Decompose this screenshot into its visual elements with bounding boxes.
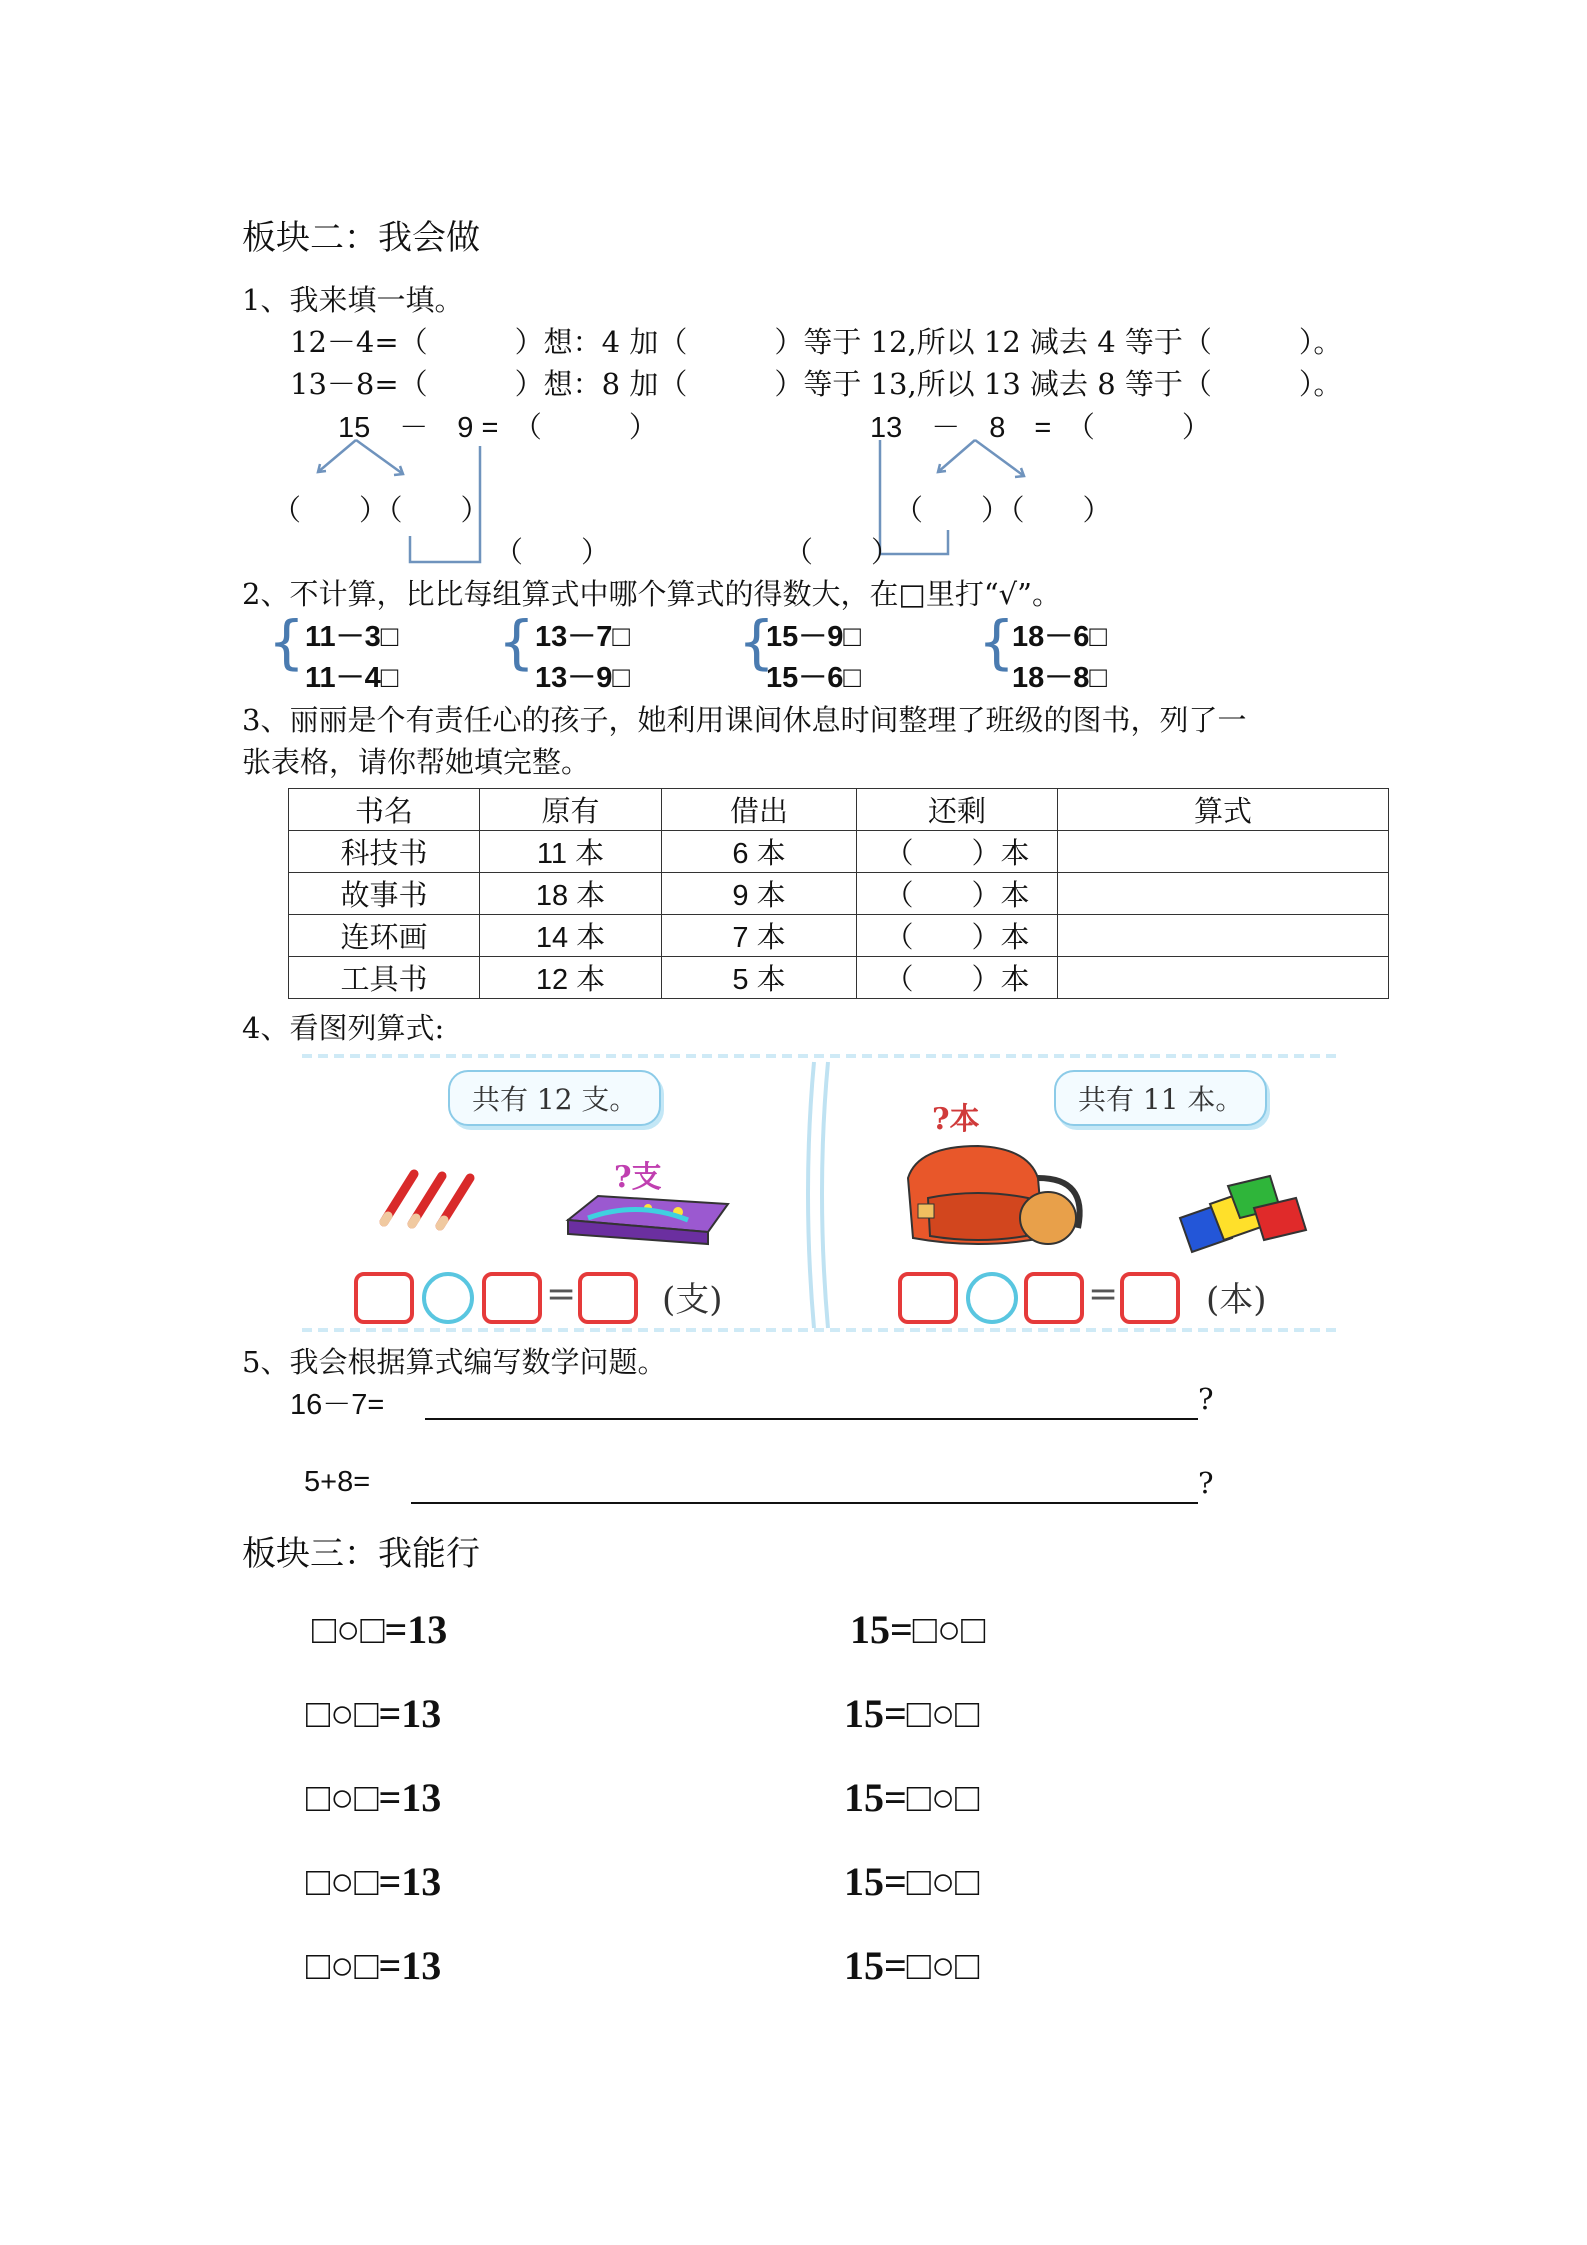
brace-icon: { [268, 608, 305, 676]
answer-line[interactable] [411, 1502, 1198, 1504]
fill-equation[interactable]: □○□=13 [306, 1775, 442, 1820]
table-cell: 5 本 [662, 957, 857, 999]
q2-g3-b[interactable]: 15－6□ [766, 662, 861, 694]
decompose-arrows [0, 0, 1587, 600]
answer-box[interactable] [482, 1272, 542, 1324]
backpack-icon [888, 1138, 1088, 1258]
section-title: 板块三：我能行 [242, 1534, 480, 1574]
table-row [289, 831, 1389, 873]
q2-g4-a[interactable]: 18－6□ [1012, 621, 1107, 653]
table-cell: 故事书 [289, 873, 480, 915]
answer-box[interactable] [898, 1272, 958, 1324]
question-1-title: 1、我来填一填。 [242, 283, 464, 317]
table-cell: 连环画 [289, 915, 480, 957]
operator-circle[interactable] [422, 1272, 474, 1324]
question-mark-label: ?本 [932, 1102, 980, 1137]
q2-g1-b[interactable]: 11－4□ [305, 662, 399, 694]
table-header: 原有 [480, 789, 662, 831]
q1-blank-pair-a[interactable]: （ ）（ ） [272, 493, 490, 527]
q1-equation-a: 15 － 9 = （ ） [338, 412, 658, 444]
q1-line-2: 13－8=（ ）想：8 加（ ）等于 13,所以 13 减去 8 等于（ ）。 [290, 367, 1343, 401]
operator-circle[interactable] [966, 1272, 1018, 1324]
unit-label: (本) [1206, 1280, 1267, 1320]
fill-equation[interactable]: 15=□○□ [844, 1943, 980, 1988]
speech-bubble: 共有 11 本。 [1054, 1070, 1267, 1126]
brace-icon: { [498, 608, 535, 676]
table-cell: 18 本 [480, 873, 662, 915]
q2-g1-a[interactable]: 11－3□ [305, 621, 399, 653]
question-5-title: 5、我会根据算式编写数学问题。 [242, 1345, 667, 1379]
q2-g2-b[interactable]: 13－9□ [535, 662, 630, 694]
answer-box[interactable] [1024, 1272, 1084, 1324]
q2-g2-a[interactable]: 13－7□ [535, 621, 630, 653]
table-cell-formula[interactable] [1058, 873, 1389, 915]
table-cell: 7 本 [662, 915, 857, 957]
answer-box[interactable] [1120, 1272, 1180, 1324]
fill-equation[interactable]: □○□=13 [306, 1691, 442, 1736]
table-cell-formula[interactable] [1058, 915, 1389, 957]
question-4-title: 4、看图列算式: [242, 1011, 445, 1045]
q1-blank-a[interactable]: （ ） [494, 535, 611, 569]
fill-equation[interactable]: 15=□○□ [844, 1691, 980, 1736]
q2-g4-b[interactable]: 18－8□ [1012, 662, 1107, 694]
fill-equation[interactable]: □○□=13 [306, 1859, 442, 1904]
section-title: 板块二：我会做 [242, 218, 480, 258]
table-cell: 6 本 [662, 831, 857, 873]
question-3-title-line-2: 张表格，请你帮她填完整。 [242, 745, 591, 779]
table-cell-formula[interactable] [1058, 831, 1389, 873]
q5-equation-1: 16－7= [290, 1389, 385, 1421]
table-row [289, 957, 1389, 999]
question-2-title: 2、不计算，比比每组算式中哪个算式的得数大，在□里打“√”。 [242, 577, 1061, 611]
table-cell: 12 本 [480, 957, 662, 999]
equals-sign: = [546, 1274, 577, 1315]
answer-box[interactable] [578, 1272, 638, 1324]
brace-icon: { [978, 608, 1015, 676]
fill-equation[interactable]: 15=□○□ [844, 1775, 980, 1820]
fill-equation[interactable]: □○□=13 [312, 1607, 448, 1652]
table-cell: 9 本 [662, 873, 857, 915]
table-cell-formula[interactable] [1058, 957, 1389, 999]
fill-equation[interactable]: 15=□○□ [844, 1859, 980, 1904]
answer-box[interactable] [354, 1272, 414, 1324]
pencils-icon [372, 1164, 482, 1234]
q5-equation-2: 5+8= [304, 1466, 371, 1498]
q2-g3-a[interactable]: 15－9□ [766, 621, 861, 653]
table-row [289, 873, 1389, 915]
table-header: 还剩 [857, 789, 1058, 831]
q1-blank-pair-b[interactable]: （ ）（ ） [894, 493, 1112, 527]
fill-equation[interactable]: □○□=13 [306, 1943, 442, 1988]
speech-bubble: 共有 12 支。 [448, 1070, 661, 1126]
question-mark-label: ?支 [614, 1160, 662, 1195]
table-header: 书名 [289, 789, 480, 831]
table-cell: 科技书 [289, 831, 480, 873]
equals-sign: = [1088, 1274, 1119, 1315]
table-cell-blank[interactable]: （ ）本 [857, 957, 1058, 999]
books-table [288, 788, 1389, 999]
table-cell-blank[interactable]: （ ）本 [857, 831, 1058, 873]
table-header-row [289, 789, 1389, 831]
table-cell-blank[interactable]: （ ）本 [857, 873, 1058, 915]
q1-equation-b: 13 － 8 = （ ） [870, 412, 1211, 444]
answer-line[interactable] [425, 1418, 1198, 1420]
fill-equation[interactable]: 15=□○□ [850, 1607, 986, 1652]
table-cell: 14 本 [480, 915, 662, 957]
question-mark: ? [1198, 1382, 1214, 1416]
q1-blank-b[interactable]: （ ） [784, 535, 901, 569]
picture-problem-illustration [302, 1052, 1342, 1334]
brace-icon: { [738, 608, 775, 676]
books-icon [1170, 1168, 1310, 1258]
table-cell: 工具书 [289, 957, 480, 999]
question-mark: ? [1198, 1466, 1214, 1500]
table-header: 算式 [1058, 789, 1389, 831]
table-cell: 11 本 [480, 831, 662, 873]
q1-line-1: 12－4=（ ）想：4 加（ ）等于 12,所以 12 减去 4 等于（ ）。 [290, 325, 1343, 359]
table-row [289, 915, 1389, 957]
unit-label: (支) [662, 1280, 723, 1320]
question-3-title-line-1: 3、丽丽是个有责任心的孩子，她利用课间休息时间整理了班级的图书，列了一 [242, 703, 1247, 737]
pencil-case-icon [558, 1190, 733, 1250]
table-cell-blank[interactable]: （ ）本 [857, 915, 1058, 957]
table-header: 借出 [662, 789, 857, 831]
